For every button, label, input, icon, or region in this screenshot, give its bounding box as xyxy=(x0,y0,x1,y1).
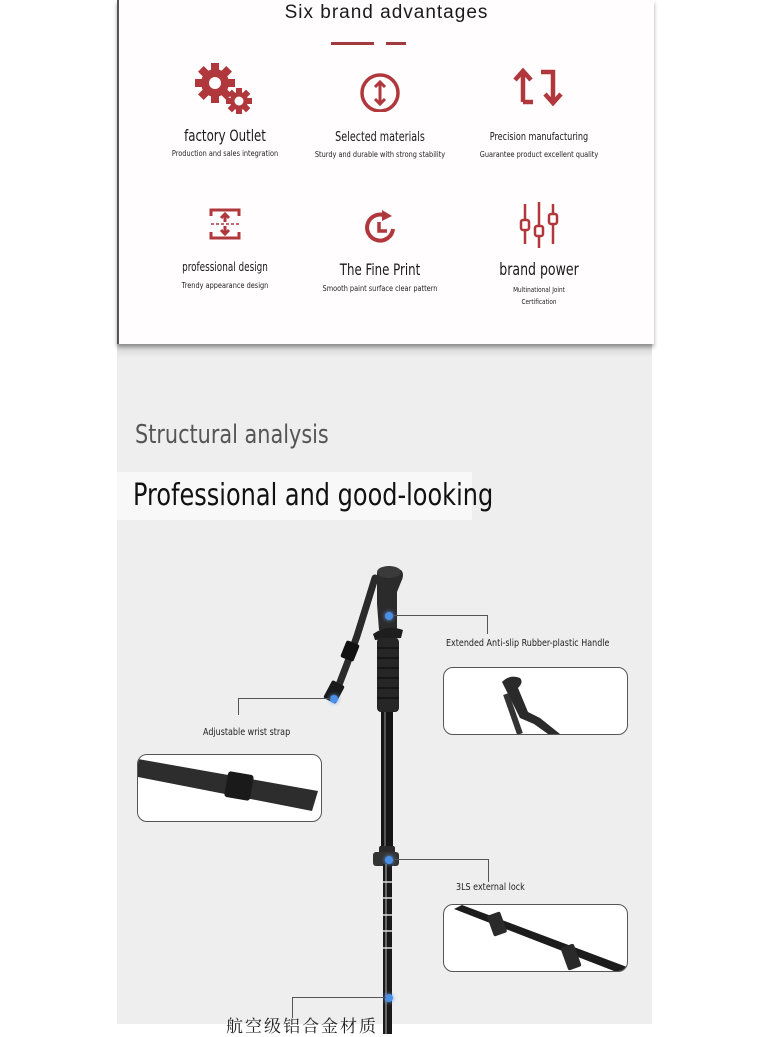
shaft-callout-label: 航空级铝合金材质 xyxy=(226,1017,378,1036)
expand-vertical-icon xyxy=(145,204,305,244)
feature-title: factory Outlet xyxy=(184,126,266,145)
strap-leader-line xyxy=(238,698,331,715)
clock-refresh-icon xyxy=(300,204,460,250)
gears-icon xyxy=(145,60,305,118)
feature-subtitle: Production and sales integration xyxy=(171,149,279,158)
structural-analysis-section xyxy=(117,344,652,1024)
advantages-card xyxy=(117,0,654,344)
advantages-title: Six brand advantages xyxy=(284,2,489,23)
feature-subtitle: Trendy appearance design xyxy=(181,281,269,290)
feature-subtitle-line1: Multinational Joint xyxy=(513,286,565,294)
lock-closeup-image xyxy=(444,905,627,971)
feature-subtitle: Sturdy and durable with strong stability xyxy=(314,150,446,159)
title-underline-short xyxy=(386,42,406,45)
feature-subtitle-line2: Certification xyxy=(521,298,557,306)
handle-leader-line xyxy=(393,615,488,634)
feature-brand-power xyxy=(459,198,619,308)
lock-detail-photo xyxy=(443,904,628,972)
section-title: Professional and good-looking xyxy=(133,478,494,513)
shaft-marker xyxy=(385,994,393,1002)
handle-callout-label: Extended Anti-slip Rubber-plastic Handle xyxy=(446,638,610,649)
sliders-icon xyxy=(459,198,619,252)
lock-marker xyxy=(385,856,393,864)
card-shadow xyxy=(117,344,652,358)
feature-title: The Fine Print xyxy=(339,260,421,279)
handle-closeup-image xyxy=(444,668,627,734)
feature-factory-outlet xyxy=(145,60,305,160)
strap-callout-label: Adjustable wrist strap xyxy=(203,727,291,738)
feature-precision-manufacturing xyxy=(459,58,619,161)
strap-marker xyxy=(330,695,338,703)
strap-detail-photo xyxy=(137,754,322,822)
feature-subtitle: Guarantee product excellent quality xyxy=(479,150,599,159)
section-subtitle: Structural analysis xyxy=(135,420,329,450)
feature-selected-materials xyxy=(300,60,460,161)
handle-marker xyxy=(385,612,393,620)
feature-title: Selected materials xyxy=(335,130,425,145)
feature-professional-design xyxy=(145,204,305,292)
feature-fine-print xyxy=(300,204,460,295)
feature-title: Precision manufacturing xyxy=(489,130,589,143)
swap-arrows-icon xyxy=(459,58,619,116)
strap-closeup-image xyxy=(138,755,321,821)
feature-title: professional design xyxy=(182,260,268,274)
title-underline-long xyxy=(331,42,374,45)
vertical-arrows-circle-icon xyxy=(300,60,460,118)
lock-leader-line xyxy=(395,859,489,882)
handle-detail-photo xyxy=(443,667,628,735)
lock-callout-label: 3LS external lock xyxy=(456,882,525,893)
feature-subtitle: Smooth paint surface clear pattern xyxy=(322,284,438,293)
feature-title: brand power xyxy=(499,260,579,280)
trekking-pole-image xyxy=(317,564,417,1034)
